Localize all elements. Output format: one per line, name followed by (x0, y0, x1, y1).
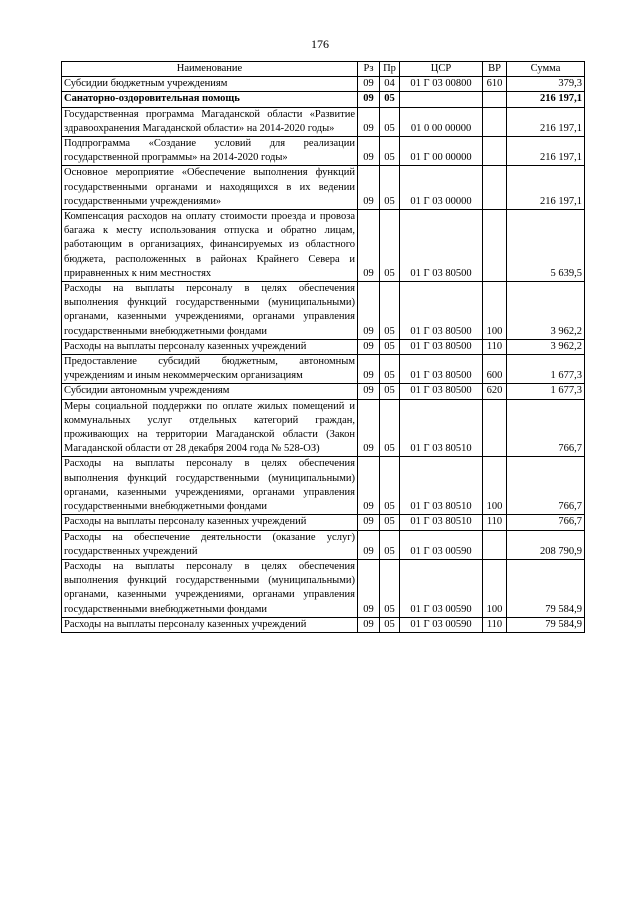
cell-name: Расходы на обеспечение деятельности (оказание услуг) государственных учреждений (62, 530, 358, 559)
cell-rz: 09 (358, 282, 380, 340)
cell-vr (483, 399, 507, 457)
table-row (62, 77, 585, 92)
cell-sum: 208 790,9 (507, 530, 585, 559)
table-row (62, 355, 585, 384)
table-row (62, 210, 585, 282)
cell-csr: 01 Г 00 00000 (400, 137, 483, 166)
cell-pr: 05 (380, 530, 400, 559)
cell-csr: 01 Г 03 00590 (400, 530, 483, 559)
cell-pr: 05 (380, 210, 400, 282)
cell-sum: 766,7 (507, 515, 585, 530)
cell-rz: 09 (358, 92, 380, 107)
cell-rz: 09 (358, 355, 380, 384)
cell-vr (483, 137, 507, 166)
header-csr: ЦСР (400, 62, 483, 77)
cell-csr: 01 Г 03 00800 (400, 77, 483, 92)
cell-sum: 216 197,1 (507, 107, 585, 136)
cell-sum: 79 584,9 (507, 617, 585, 632)
cell-name: Субсидии бюджетным учреждениям (62, 77, 358, 92)
cell-sum: 216 197,1 (507, 166, 585, 210)
budget-table (61, 61, 585, 633)
cell-sum: 216 197,1 (507, 92, 585, 107)
cell-rz: 09 (358, 617, 380, 632)
table-row (62, 399, 585, 457)
cell-rz: 09 (358, 166, 380, 210)
page-number: 176 (311, 37, 329, 51)
cell-rz: 09 (358, 77, 380, 92)
cell-vr: 100 (483, 282, 507, 340)
table-row (62, 384, 585, 399)
table-row (62, 92, 585, 107)
cell-name: Компенсация расходов на оплату стоимости проезда и провоза багажа к месту использования отпуска и обратно лицам, работающим в организациях, финансируемых из областного бюджета, расположенных в районах Крайнего Севера и приравненных к ним местностях (62, 210, 358, 282)
table-row (62, 282, 585, 340)
cell-sum: 766,7 (507, 399, 585, 457)
cell-sum: 766,7 (507, 457, 585, 515)
header-name: Наименование (62, 62, 358, 77)
cell-name: Расходы на выплаты персоналу в целях обеспечения выполнения функций государственными (муниципальными) органами, казенными учреждениями, органами управления государственными внебюджетными фондами (62, 559, 358, 617)
header-rz: Рз (358, 62, 380, 77)
cell-vr: 100 (483, 457, 507, 515)
cell-sum: 379,3 (507, 77, 585, 92)
cell-csr: 01 0 00 00000 (400, 107, 483, 136)
cell-csr: 01 Г 03 00590 (400, 617, 483, 632)
table-row (62, 107, 585, 136)
header-pr: Пр (380, 62, 400, 77)
header-sum: Сумма (507, 62, 585, 77)
cell-rz: 09 (358, 339, 380, 354)
table-row (62, 617, 585, 632)
cell-csr: 01 Г 03 00590 (400, 559, 483, 617)
cell-rz: 09 (358, 107, 380, 136)
table-row (62, 457, 585, 515)
cell-pr: 05 (380, 339, 400, 354)
cell-vr: 620 (483, 384, 507, 399)
cell-rz: 09 (358, 399, 380, 457)
cell-rz: 09 (358, 137, 380, 166)
cell-csr (400, 92, 483, 107)
cell-name: Расходы на выплаты персоналу в целях обеспечения выполнения функций государственными (муниципальными) органами, казенными учреждениями, органами управления государственными внебюджетными фондами (62, 457, 358, 515)
cell-pr: 05 (380, 559, 400, 617)
cell-pr: 05 (380, 515, 400, 530)
cell-pr: 05 (380, 457, 400, 515)
cell-vr (483, 92, 507, 107)
cell-name: Государственная программа Магаданской области «Развитие здравоохранения Магаданской области» на 2014-2020 годы» (62, 107, 358, 136)
table-row (62, 166, 585, 210)
cell-sum: 1 677,3 (507, 355, 585, 384)
cell-pr: 04 (380, 77, 400, 92)
cell-pr: 05 (380, 92, 400, 107)
cell-pr: 05 (380, 137, 400, 166)
cell-rz: 09 (358, 530, 380, 559)
cell-vr: 600 (483, 355, 507, 384)
cell-csr: 01 Г 03 00000 (400, 166, 483, 210)
cell-vr: 110 (483, 339, 507, 354)
cell-name: Меры социальной поддержки по оплате жилых помещений и коммунальных услуг отдельных категорий граждан, проживающих на территории Магаданской области (Закон Магаданской области от 28 декабря 2004 года № 528-ОЗ) (62, 399, 358, 457)
cell-sum: 216 197,1 (507, 137, 585, 166)
cell-csr: 01 Г 03 80500 (400, 282, 483, 340)
cell-csr: 01 Г 03 80500 (400, 339, 483, 354)
cell-name: Расходы на выплаты персоналу казенных учреждений (62, 617, 358, 632)
cell-sum: 1 677,3 (507, 384, 585, 399)
table-row (62, 559, 585, 617)
cell-csr: 01 Г 03 80500 (400, 355, 483, 384)
cell-vr (483, 166, 507, 210)
cell-vr: 110 (483, 617, 507, 632)
cell-pr: 05 (380, 399, 400, 457)
cell-pr: 05 (380, 617, 400, 632)
cell-csr: 01 Г 03 80500 (400, 210, 483, 282)
cell-pr: 05 (380, 107, 400, 136)
cell-pr: 05 (380, 166, 400, 210)
cell-vr: 110 (483, 515, 507, 530)
cell-name: Предоставление субсидий бюджетным, автономным учреждениям и иным некоммерческим организациям (62, 355, 358, 384)
table-body (62, 77, 585, 633)
table-row (62, 339, 585, 354)
cell-sum: 5 639,5 (507, 210, 585, 282)
cell-csr: 01 Г 03 80510 (400, 399, 483, 457)
cell-pr: 05 (380, 355, 400, 384)
cell-sum: 79 584,9 (507, 559, 585, 617)
cell-rz: 09 (358, 559, 380, 617)
cell-rz: 09 (358, 210, 380, 282)
table-row (62, 515, 585, 530)
cell-name: Расходы на выплаты персоналу в целях обеспечения выполнения функций государственными (муниципальными) органами, казенными учреждениями, органами управления государственными внебюджетными фондами (62, 282, 358, 340)
cell-rz: 09 (358, 457, 380, 515)
cell-pr: 05 (380, 384, 400, 399)
cell-sum: 3 962,2 (507, 282, 585, 340)
cell-sum: 3 962,2 (507, 339, 585, 354)
cell-vr (483, 210, 507, 282)
cell-rz: 09 (358, 515, 380, 530)
cell-name: Субсидии автономным учреждениям (62, 384, 358, 399)
cell-vr (483, 530, 507, 559)
cell-name: Расходы на выплаты персоналу казенных учреждений (62, 515, 358, 530)
cell-csr: 01 Г 03 80510 (400, 457, 483, 515)
header-vr: ВР (483, 62, 507, 77)
cell-name: Подпрограмма «Создание условий для реализации государственной программы» на 2014-2020 годы» (62, 137, 358, 166)
cell-name: Основное мероприятие «Обеспечение выполнения функций государственными органами и находящихся в их ведении государственными учреждениями» (62, 166, 358, 210)
cell-name: Расходы на выплаты персоналу казенных учреждений (62, 339, 358, 354)
table-header-row (62, 62, 585, 77)
cell-csr: 01 Г 03 80500 (400, 384, 483, 399)
cell-name: Санаторно-оздоровительная помощь (62, 92, 358, 107)
cell-csr: 01 Г 03 80510 (400, 515, 483, 530)
cell-vr: 100 (483, 559, 507, 617)
table-row (62, 530, 585, 559)
cell-vr: 610 (483, 77, 507, 92)
cell-rz: 09 (358, 384, 380, 399)
cell-vr (483, 107, 507, 136)
table-row (62, 137, 585, 166)
cell-pr: 05 (380, 282, 400, 340)
